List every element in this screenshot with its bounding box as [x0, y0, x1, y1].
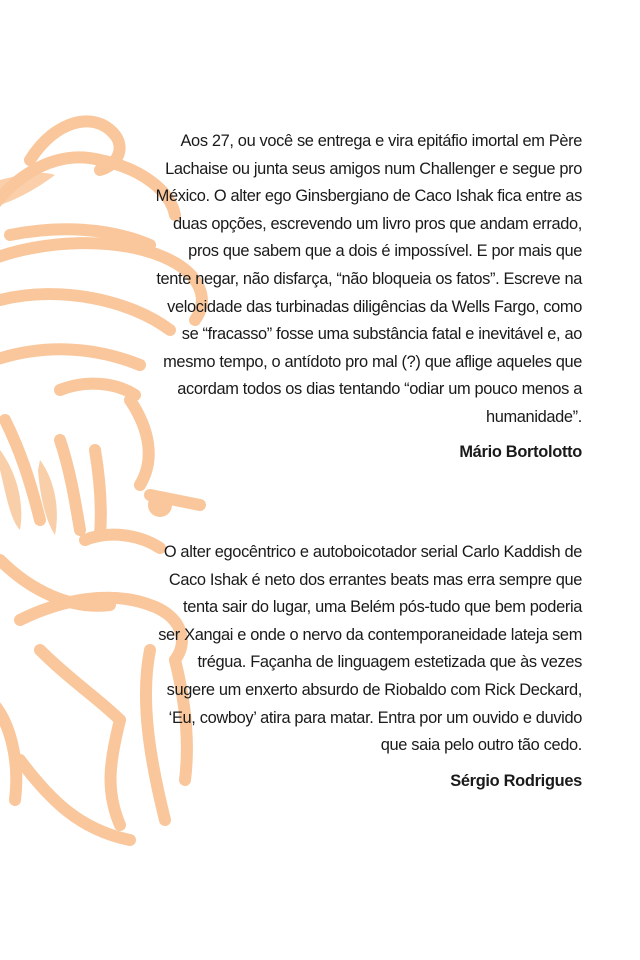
blurb-line: Lachaise ou junta seus amigos num Challenger e segue pro: [165, 159, 582, 178]
blurb-sergio-rodrigues: [102, 539, 582, 791]
blurb-author: Mário Bortolotto: [459, 442, 582, 461]
blurb-line: sugere um enxerto absurdo de Riobaldo com Rick Deckard,: [166, 680, 582, 699]
blurb-line: que saia pelo outro tão cedo.: [380, 736, 582, 755]
blurb-line: tenta sair do lugar, uma Belém pós-tudo que bem poderia: [183, 598, 582, 617]
blurb-text: [102, 539, 582, 760]
blurb-line: tente negar, não disfarça, “não bloqueia os fatos”. Escreve na: [156, 269, 582, 288]
blurb-line: México. O alter ego Ginsbergiano de Caco Ishak fica entre as: [155, 187, 582, 206]
blurb-text: [122, 128, 582, 432]
blurb-line: Caco Ishak é neto dos errantes beats mas erra sempre que: [168, 570, 582, 589]
blurb-line: velocidade das turbinadas diligências da Wells Fargo, como: [167, 297, 582, 316]
blurb-line: ser Xangai e onde o nervo da contemporaneidade lateja sem: [158, 625, 582, 644]
blurb-line: acordam todos os dias tentando “odiar um pouco menos a: [177, 380, 582, 399]
blurb-line: duas opções, escrevendo um livro pros que andam errado,: [173, 214, 582, 233]
blurb-mario-bortolotto: [122, 128, 582, 462]
blurb-line: Aos 27, ou você se entrega e vira epitáfio imortal em Père: [180, 132, 582, 150]
blurb-line: O alter egocêntrico e autoboicotador serial Carlo Kaddish de: [163, 543, 582, 561]
blurb-line: pros que sabem que a dois é impossível. E por mais que: [188, 242, 582, 261]
blurb-line: trégua. Façanha de linguagem estetizada que às vezes: [197, 653, 582, 672]
blurb-line: mesmo tempo, o antídoto pro mal (?) que aflige aqueles que: [163, 352, 582, 371]
blurb-line: se “fracasso” fosse uma substância fatal e inevitável e, ao: [181, 325, 582, 344]
blurb-line: ‘Eu, cowboy’ atira para matar. Entra por um ouvido e duvido: [168, 708, 582, 727]
blurb-author: Sérgio Rodrigues: [450, 771, 582, 790]
blurb-line: humanidade”.: [485, 407, 582, 426]
